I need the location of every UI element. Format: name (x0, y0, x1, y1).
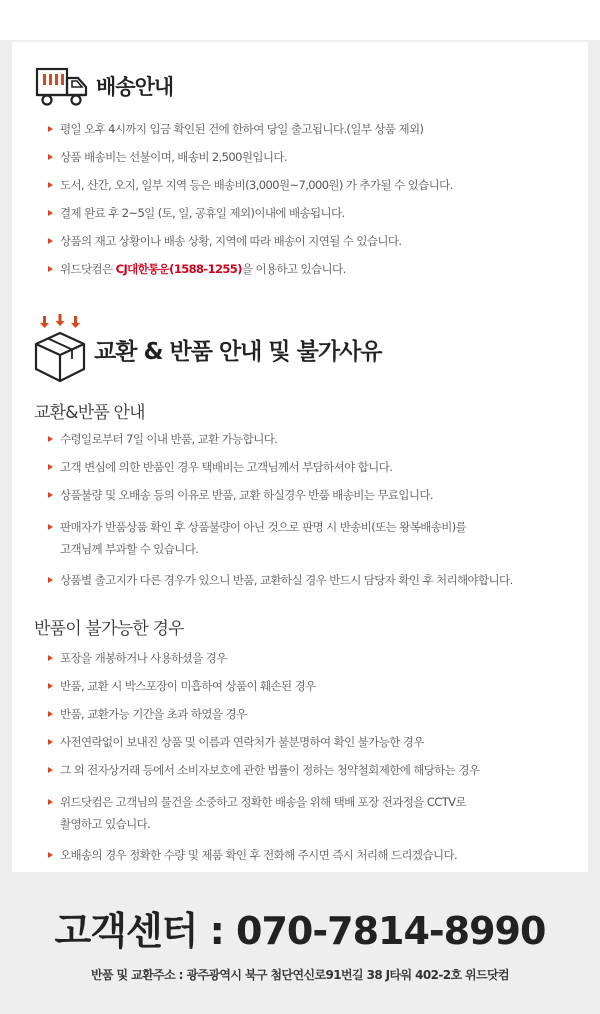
unavailable-title: 반품이 불가능한 경우 (34, 619, 184, 639)
list-item: 사전연락없이 보내진 상품 및 이름과 연락처가 불분명하여 확인 불가능한 경우 (48, 735, 588, 750)
bullet-icon (48, 655, 53, 661)
returns-guide-list (48, 432, 588, 588)
return-box-icon (32, 314, 88, 384)
top-band (0, 0, 600, 40)
list-item: 상품 배송비는 선불이며, 배송비 2,500원입니다. (48, 150, 588, 165)
list-item: 그 외 전자상거래 등에서 소비자보호에 관한 법률이 정하는 청약철회제한에 해당하는 경우 (48, 763, 588, 778)
bullet-icon (48, 799, 53, 805)
returns-header (32, 314, 382, 384)
customer-center-phone: 고객센터 : 070-7814-8990 (54, 909, 546, 953)
list-item: 반품, 교환가능 기간을 초과 하였을 경우 (48, 707, 588, 722)
bullet-icon (48, 739, 53, 745)
bullet-icon (48, 711, 53, 717)
shipping-list (48, 122, 588, 277)
list-item: 오배송의 경우 정확한 수량 및 제품 확인 후 전화해 주시면 즉시 처리해 드리겠습니다. (48, 848, 588, 863)
bullet-icon (48, 852, 53, 858)
courier-name: CJ대한통운(1588-1255) (115, 262, 242, 276)
list-item: 수령일로부터 7일 이내 반품, 교환 가능합니다. (48, 432, 588, 447)
list-item: 상품별 출고지가 다른 경우가 있으니 반품, 교환하실 경우 반드시 담당자 확인 후 처리해야합니다. (48, 573, 588, 588)
unavailable-list (48, 651, 588, 863)
info-card (12, 42, 588, 872)
bullet-icon (48, 182, 53, 188)
bullet-icon (48, 436, 53, 442)
list-item: 포장을 개봉하거나 사용하셨을 경우 (48, 651, 588, 666)
bullet-icon (48, 210, 53, 216)
list-item: 평일 오후 4시까지 입금 확인된 건에 한하여 당일 출고됩니다.(일부 상품 제외) (48, 122, 588, 137)
returns-guide-title: 교환&반품 안내 (34, 403, 145, 423)
list-item: 결제 완료 후 2~5일 (토, 일, 공휴일 제외)이내에 배송됩니다. (48, 206, 588, 221)
list-item: 판매자가 반품상품 확인 후 상품불량이 아닌 것으로 판명 시 반송비(또는 왕복배송비)를 고객님께 부과할 수 있습니다. (48, 516, 588, 560)
delivery-truck-icon (34, 64, 90, 108)
bullet-icon (48, 266, 53, 272)
returns-title: 교환 & 반품 안내 및 불가사유 (94, 338, 382, 365)
list-item: 반품, 교환 시 박스포장이 미흡하여 상품이 훼손된 경우 (48, 679, 588, 694)
list-item: 상품의 재고 상황이나 배송 상황, 지역에 따라 배송이 지연될 수 있습니다. (48, 234, 588, 249)
bullet-icon (48, 154, 53, 160)
bullet-icon (48, 577, 53, 583)
shipping-title: 배송안내 (96, 75, 174, 99)
bullet-icon (48, 126, 53, 132)
bullet-icon (48, 464, 53, 470)
list-item: 도서, 산간, 오지, 일부 지역 등은 배송비(3,000원~7,000원) 가 추가될 수 있습니다. (48, 178, 588, 193)
list-item: 위드닷컴은 고객님의 물건을 소중하고 정확한 배송을 위해 택배 포장 전과정을 CCTV로 촬영하고 있습니다. (48, 791, 588, 835)
bullet-icon (48, 767, 53, 773)
list-item: 고객 변심에 의한 반품인 경우 택배비는 고객님께서 부담하셔야 합니다. (48, 460, 588, 475)
bullet-icon (48, 524, 53, 530)
bullet-icon (48, 492, 53, 498)
return-address: 반품 및 교환주소 : 광주광역시 북구 첨단연신로91번길 38 J타워 402-2호 위드닷컴 (91, 968, 509, 982)
shipping-header (34, 64, 173, 108)
bullet-icon (48, 238, 53, 244)
bullet-icon (48, 683, 53, 689)
list-item: 상품불량 및 오배송 등의 이유로 반품, 교환 하실경우 반품 배송비는 무료입니다. (48, 488, 588, 503)
courier-item: 위드닷컴은 CJ대한통운(1588-1255)을 이용하고 있습니다. (48, 262, 588, 277)
